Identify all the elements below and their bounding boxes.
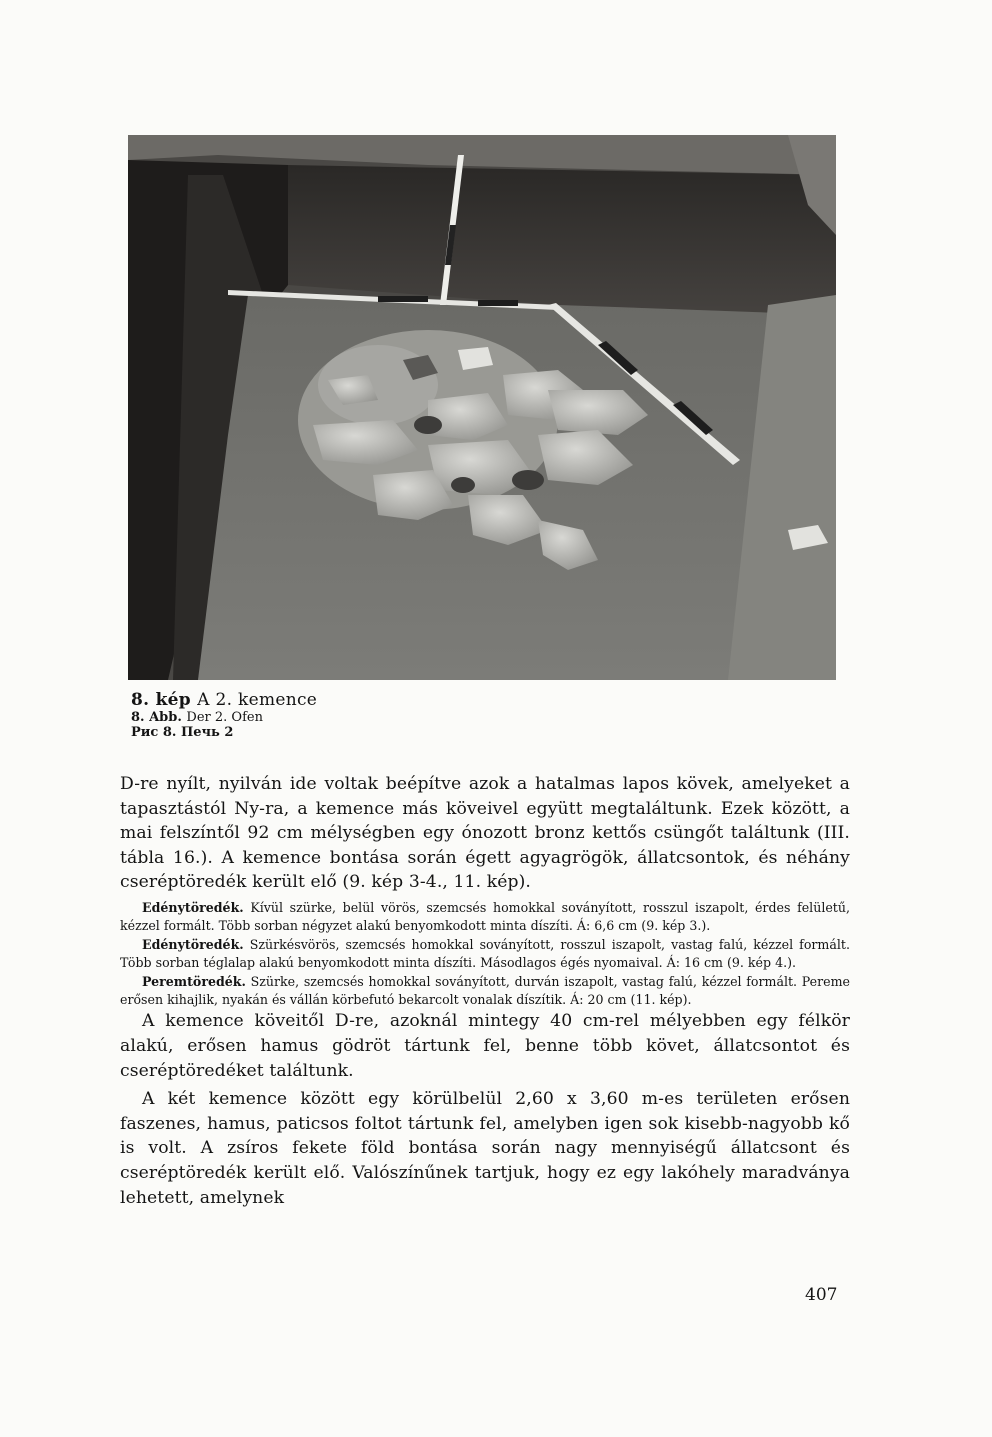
figure-caption — [131, 690, 317, 741]
page-number: 407 — [805, 1285, 838, 1305]
find-description: Szürkésvörös, szemcsés homokkal soványított, rosszul iszapolt, vastag falú, kézzel formált. Több sorban téglalap alakú benyomkodott minta díszíti. Másodlagos égés nyomaival. Á: 16 cm (9. kép 4.). — [120, 936, 850, 971]
caption-de-label: 8. Abb. — [131, 710, 182, 726]
excavation-photo-drawing — [128, 135, 836, 680]
paragraph-oven-description: D-re nyílt, nyilván ide voltak beépítve azok a hatalmas lapos kövek, amelyeket a tapasztástól Ny-ra, a kemence más köveivel együtt megtaláltunk. Ezek között, a mai felszíntől 92 cm mélységben egy ónozott bronz kettős csüngőt találtunk (III. tábla 16.). A kemence bontása során égett agyagrögök, állatcsontok, és néhány cseréptöredék került elő (9. kép 3-4., 11. kép). — [120, 774, 850, 893]
caption-label: 8. kép — [131, 690, 191, 710]
paragraph-pit: A kemence köveitől D-re, azoknál mintegy 40 cm-rel mélyebben egy félkör alakú, erősen hamus gödröt tártunk fel, benne több követ, állatcsontot és cseréptöredéket találtunk. — [120, 1011, 850, 1081]
find-entry-3 — [120, 973, 850, 1010]
caption-de-text: Der 2. Ofen — [186, 710, 263, 726]
find-term: Peremtöredék. — [142, 973, 246, 989]
caption-german — [131, 710, 317, 725]
find-term: Edénytöredék. — [142, 899, 244, 915]
find-description: Szürke, szemcsés homokkal soványított, durván iszapolt, vastag falú, kézzel formált. Pereme erősen kihajlik, nyakán és vállán körbefutó bekarcolt vonalak díszítik. Á: 20 cm (11. kép). — [120, 973, 850, 1007]
find-entry-2 — [120, 936, 850, 973]
caption-hungarian — [131, 690, 317, 710]
caption-text: A 2. kemence — [197, 690, 318, 710]
caption-ru-label: Рис 8. — [131, 725, 177, 741]
find-entry-1 — [120, 899, 850, 936]
caption-ru-text: Печь 2 — [180, 725, 234, 741]
find-description: Kívül szürke, belül vörös, szemcsés homokkal soványított, rosszul iszapolt, érdes felületű, kézzel formált. Több sorban négyzet alakú benyomkodott minta díszíti. Á: 6,6 cm (9. kép 3.). — [120, 899, 850, 934]
caption-russian — [131, 725, 317, 740]
paragraph-dwelling: A két kemence között egy körülbelül 2,60 x 3,60 m-es területen erősen faszenes, hamus, paticsos foltot tártunk fel, amelyben igen sok kisebb-nagyobb kő is volt. A zsíros fekete föld bontása során nagy mennyiségű állatcsont és cseréptöredék került elő. Valószínűnek tartjuk, hogy ez egy lakóhely maradványa lehetett, amelynek — [120, 1089, 850, 1208]
article-body — [120, 772, 850, 1210]
excavation-photo — [128, 135, 836, 680]
find-term: Edénytöredék. — [142, 936, 244, 952]
